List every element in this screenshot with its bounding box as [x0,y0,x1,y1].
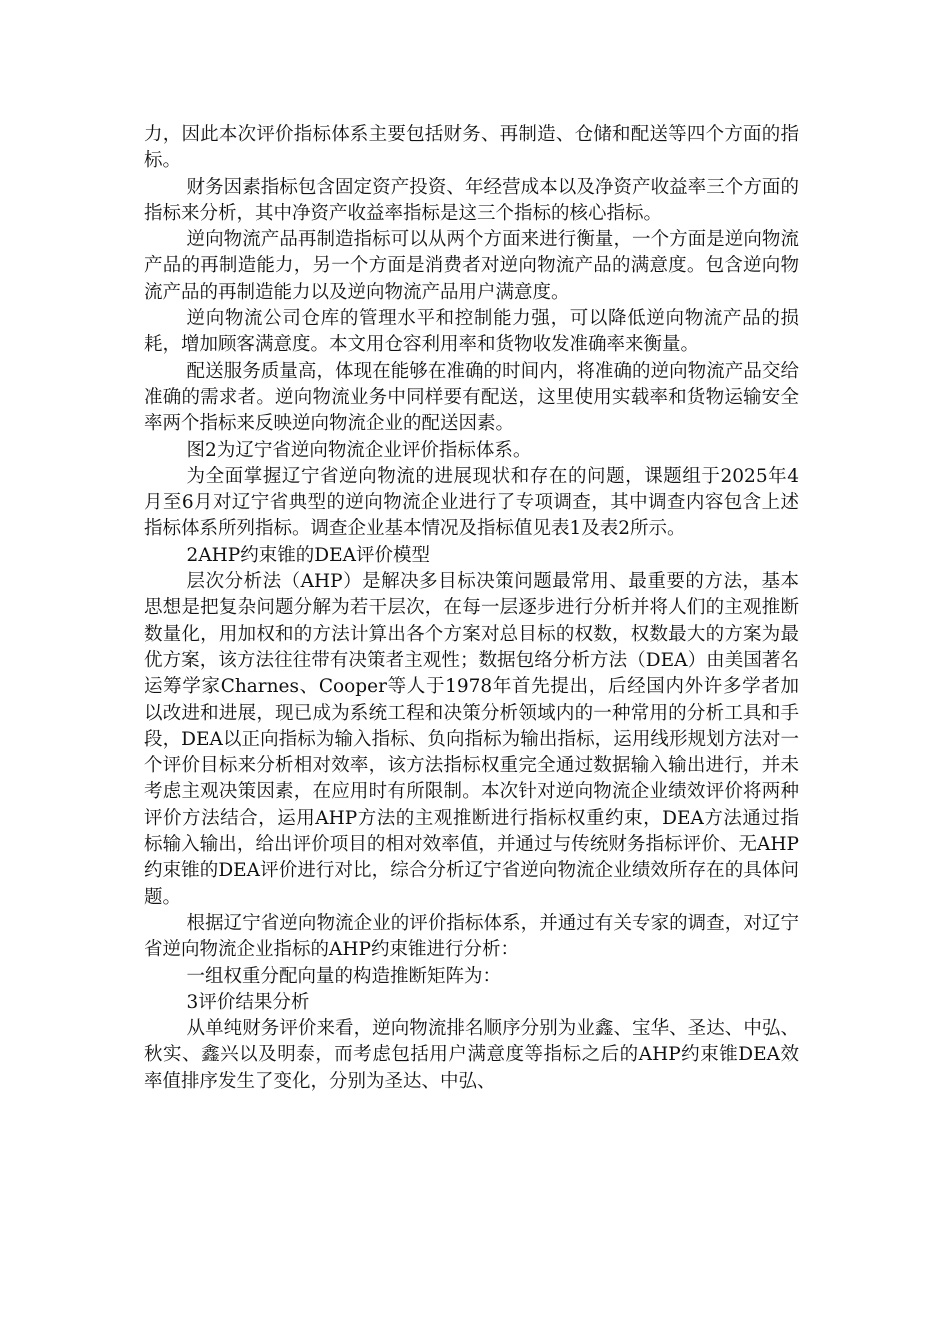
paragraph-financial-factors: 财务因素指标包含固定资产投资、年经营成本以及净资产收益率三个方面的指标来分析，其中净资产收益率指标是这三个指标的核心指标。 [144,176,799,224]
paragraph-remanufacturing: 逆向物流产品再制造指标可以从两个方面来进行衡量，一个方面是逆向物流产品的再制造能力，另一个方面是消费者对逆向物流产品的满意度。包含逆向物流产品的再制造能力以及逆向物流产品用户满意度。 [144,229,799,303]
section-heading-3: 3评价结果分析 [186,991,310,1013]
paragraph-ahp-dea-method: 层次分析法（AHP）是解决多目标决策问题最常用、最重要的方法，基本思想是把复杂问题分解为若干层次，在每一层逐步进行分析并将人们的主观推断数量化，用加权和的方法计算出各个方案对总目标的权数，权数最大的方案为最优方案，该方法往往带有决策者主观性；数据包络分析方法（DEA）由美国著名运筹学家Charnes、Cooper等人于1978年首先提出，后经国内外许多学者加以改进和进展，现已成为系统工程和决策分析领域内的一种常用的分析工具和手段，DEA以正向指标为输入指标、负向指标为输出指标，运用线形规划方法对一个评价目标来分析相对效率，该方法指标权重完全通过数据输入输出进行，并未考虑主观决策因素，在应用时有所限制。本次针对逆向物流企业绩效评价将两种评价方法结合，运用AHP方法的主观推断进行指标权重约束，DEA方法通过指标输入输出，给出评价项目的相对效率值，并通过与传统财务指标评价、无AHP约束锥的DEA评价进行对比，综合分析辽宁省逆向物流企业绩效所存在的具体问题。 [144,571,799,908]
paragraph-ahp-constraint-analysis: 根据辽宁省逆向物流企业的评价指标体系，并通过有关专家的调查，对辽宁省逆向物流企业指标的AHP约束锥进行分析： [144,912,799,961]
paragraph-judgment-matrix: 一组权重分配向量的构造推断矩阵为： [186,965,502,987]
paragraph-reverse-logistics-indicator-intro: 力，因此本次评价指标体系主要包括财务、再制造、仓储和配送等四个方面的指标。 [144,124,799,172]
document-body [144,122,799,1095]
paragraph-warehousing: 逆向物流公司仓库的管理水平和控制能力强，可以降低逆向物流产品的损耗，增加顾客满意度。本文用仓容利用率和货物收发准确率来衡量。 [144,308,799,356]
paragraph-figure-2-reference: 图2为辽宁省逆向物流企业评价指标体系。 [186,439,532,461]
paragraph-survey: 为全面掌握辽宁省逆向物流的进展现状和存在的问题，课题组于2025年4月至6月对辽宁省典型的逆向物流企业进行了专项调查，其中调查内容包含上述指标体系所列指标。调查企业基本情况及指标值见表1及表2所示。 [144,465,799,540]
section-heading-2: 2AHP约束锥的DEA评价模型 [186,544,430,566]
paragraph-result-analysis: 从单纯财务评价来看，逆向物流排名顺序分别为业鑫、宝华、圣达、中弘、秋实、鑫兴以及明泰，而考虑包括用户满意度等指标之后的AHP约束锥DEA效率值排序发生了变化，分别为圣达、中弘、 [144,1018,799,1092]
paragraph-distribution: 配送服务质量高，体现在能够在准确的时间内，将准确的逆向物流产品交给准确的需求者。逆向物流业务中同样要有配送，这里使用实载率和货物运输安全率两个指标来反映逆向物流企业的配送因素。 [144,360,799,435]
